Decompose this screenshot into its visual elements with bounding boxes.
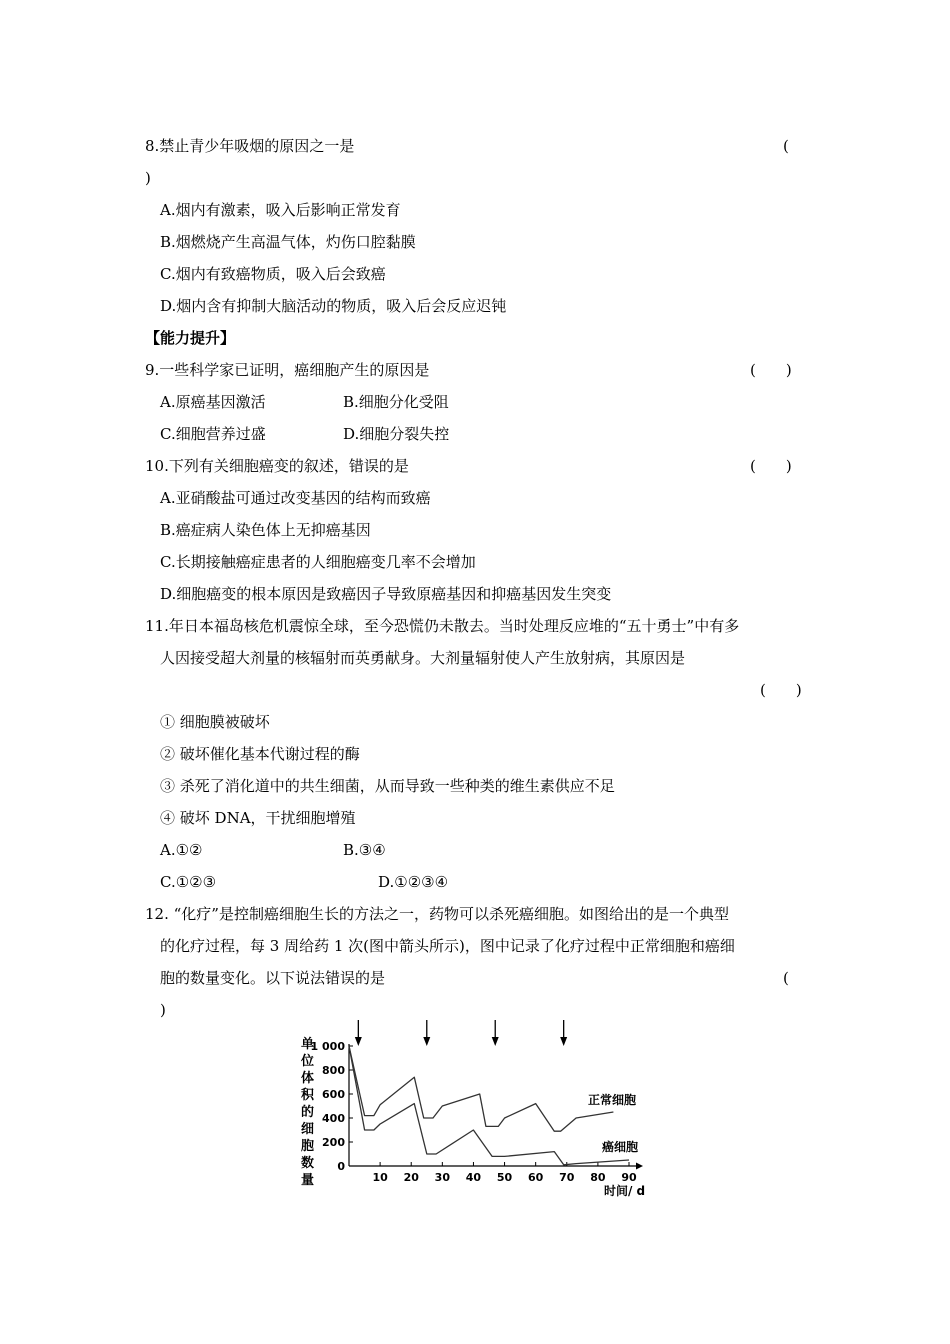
q11-option-b: B.③④ <box>343 841 386 859</box>
series-line <box>349 1046 629 1165</box>
q11-option-c: C.①②③ <box>160 873 217 891</box>
y-axis-label-char: 体 <box>301 1071 315 1086</box>
q11-option-a: A.①② <box>160 841 203 859</box>
q11-paren: ( ) <box>760 681 802 699</box>
y-tick-label: 200 <box>322 1136 345 1149</box>
q8-option-d: D.烟内含有抑制大脑活动的物质，吸入后会反应迟钝 <box>160 297 507 315</box>
dosing-arrow-head <box>423 1037 430 1046</box>
dosing-arrow-head <box>560 1037 567 1046</box>
q12-paren-open: ( <box>783 969 789 987</box>
series-lines <box>349 1046 629 1165</box>
q11-item-1: ① 细胞膜被破坏 <box>160 713 270 731</box>
y-axis-label-char: 积 <box>301 1088 315 1103</box>
x-tick-label: 40 <box>465 1171 482 1184</box>
q8-option-b: B.烟燃烧产生高温气体，灼伤口腔黏膜 <box>160 233 416 251</box>
q12-stem-line2: 的化疗过程，每 3 周给药 1 次(图中箭头所示)，图中记录了化疗过程中正常细胞和癌细 <box>160 937 735 955</box>
q8-option-a: A.烟内有激素，吸入后影响正常发育 <box>160 201 401 219</box>
q12-stem-line3: 胞的数量变化。以下说法错误的是 <box>160 969 386 987</box>
q12-paren-close: ) <box>160 1001 166 1019</box>
q8-stem: 8.禁止青少年吸烟的原因之一是 <box>145 137 355 155</box>
q10-option-a: A.亚硝酸盐可通过改变基因的结构而致癌 <box>160 489 431 507</box>
y-axis-label-char: 的 <box>301 1105 315 1120</box>
q9-option-a: A.原癌基因激活 <box>160 393 266 411</box>
x-ticks <box>372 1162 637 1184</box>
y-ticks <box>311 1040 353 1173</box>
y-tick-label: 600 <box>322 1088 345 1101</box>
q12-stem-line1: 12. “化疗”是控制癌细胞生长的方法之一，药物可以杀死癌细胞。如图给出的是一个典型 <box>145 905 729 923</box>
cell-count-chart <box>296 1018 656 1208</box>
y-tick-label: 1 000 <box>310 1040 345 1053</box>
section-heading: 【能力提升】 <box>145 329 236 347</box>
q8-paren-open: ( <box>783 137 789 155</box>
series-label-normal: 正常细胞 <box>588 1093 637 1107</box>
y-axis-label-char: 细 <box>301 1122 315 1137</box>
dosing-arrow-head <box>355 1037 362 1046</box>
x-tick-label: 60 <box>528 1171 544 1184</box>
q9-option-d: D.细胞分裂失控 <box>343 425 450 443</box>
y-axis-label-char: 量 <box>301 1173 315 1188</box>
q9-option-c: C.细胞营养过盛 <box>160 425 266 443</box>
y-tick-label: 0 <box>337 1160 345 1173</box>
series-label-cancer: 癌细胞 <box>602 1140 639 1154</box>
q11-stem-line2: 人因接受超大剂量的核辐射而英勇献身。大剂量辐射使人产生放射病，其原因是 <box>160 649 686 667</box>
q10-stem: 10.下列有关细胞癌变的叙述，错误的是 <box>145 457 409 475</box>
q10-option-d: D.细胞癌变的根本原因是致癌因子导致原癌基因和抑癌基因发生突变 <box>160 585 612 603</box>
x-axis-label: 时间/ d <box>604 1184 646 1198</box>
q11-option-d: D.①②③④ <box>378 873 449 891</box>
series-labels <box>588 1092 638 1154</box>
q9-option-b: B.细胞分化受阻 <box>343 393 449 411</box>
q11-item-3: ③ 杀死了消化道中的共生细菌，从而导致一些种类的维生素供应不足 <box>160 777 615 795</box>
x-tick-label: 50 <box>496 1171 513 1184</box>
q10-paren: ( ) <box>750 457 792 475</box>
x-tick-label: 10 <box>372 1171 388 1184</box>
q11-item-2: ② 破坏催化基本代谢过程的酶 <box>160 745 360 763</box>
q9-paren: ( ) <box>750 361 792 379</box>
x-tick-label: 70 <box>559 1171 575 1184</box>
y-axis-label-char: 胞 <box>301 1139 315 1154</box>
y-axis-label-char: 数 <box>301 1156 315 1171</box>
y-axis-label <box>300 1036 315 1188</box>
dosing-arrows <box>355 1020 567 1046</box>
q9-stem: 9.一些科学家已证明，癌细胞产生的原因是 <box>145 361 430 379</box>
q8-paren-close: ) <box>145 169 151 187</box>
x-tick-label: 30 <box>434 1171 450 1184</box>
q8-option-c: C.烟内有致癌物质，吸入后会致癌 <box>160 265 386 283</box>
dosing-arrow-head <box>492 1037 499 1046</box>
x-axis-arrowhead <box>636 1163 643 1170</box>
y-tick-label: 800 <box>322 1064 345 1077</box>
x-tick-label: 20 <box>403 1171 419 1184</box>
y-axis-label-char: 单 <box>301 1037 315 1052</box>
q10-option-b: B.癌症病人染色体上无抑癌基因 <box>160 521 371 539</box>
y-tick-label: 400 <box>322 1112 345 1125</box>
q11-stem-line1: 11.年日本福岛核危机震惊全球，至今恐慌仍未散去。当时处理反应堆的“五十勇士”中有多 <box>145 617 740 635</box>
x-tick-label: 80 <box>590 1171 606 1184</box>
q10-option-c: C.长期接触癌症患者的人细胞癌变几率不会增加 <box>160 553 476 571</box>
q11-item-4: ④ 破坏 DNA，干扰细胞增殖 <box>160 809 356 827</box>
y-axis-label-char: 位 <box>301 1054 315 1069</box>
x-tick-label: 90 <box>621 1171 637 1184</box>
